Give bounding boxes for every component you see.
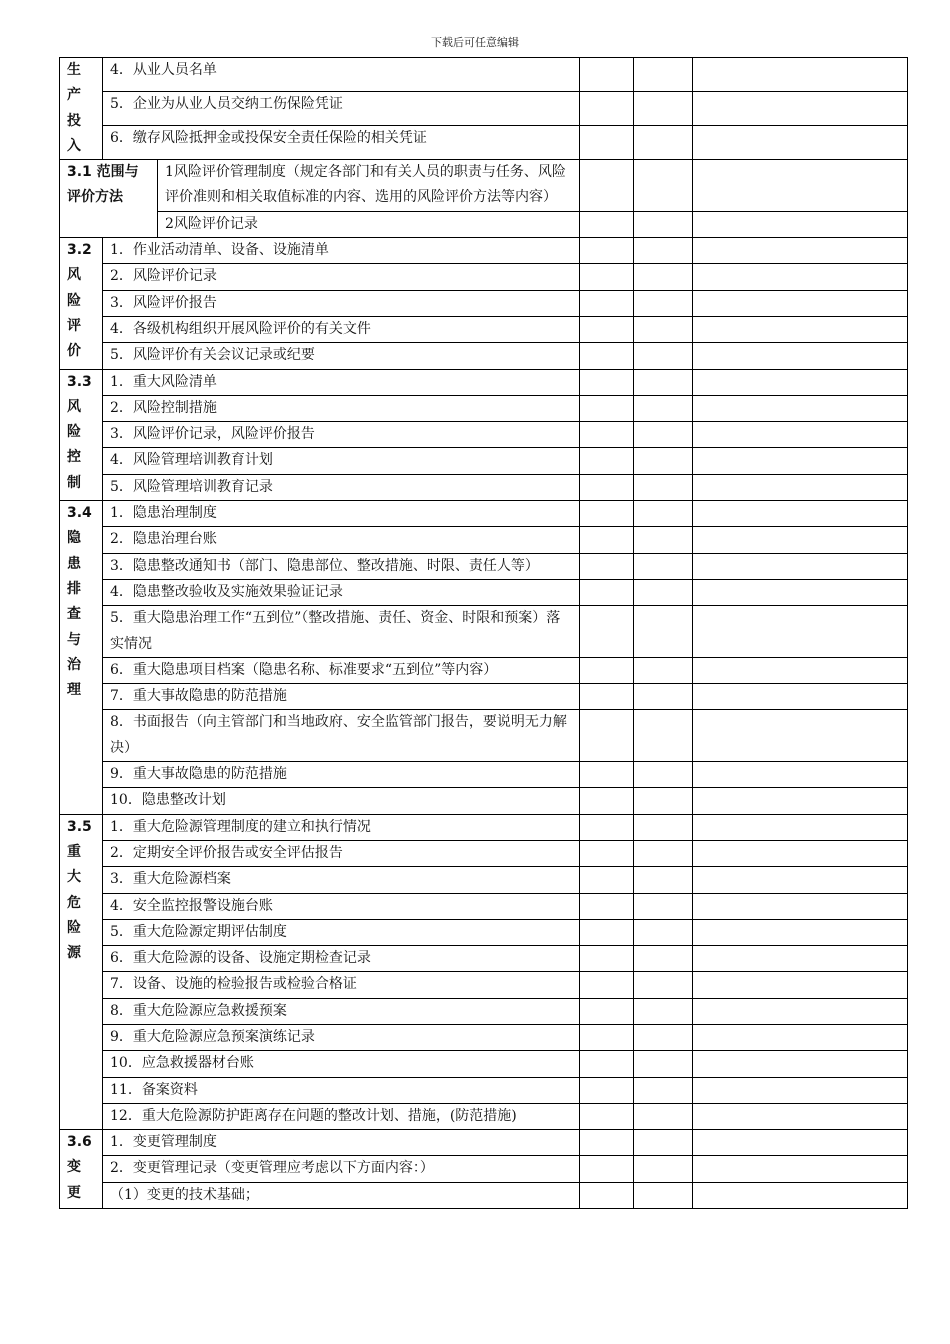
blank-cell[interactable]: [693, 1182, 908, 1208]
section-title-char: 重: [67, 843, 81, 860]
blank-cell[interactable]: [580, 290, 634, 316]
blank-cell[interactable]: [693, 211, 908, 237]
item-text: 1．重大危险源管理制度的建立和执行情况: [103, 814, 580, 840]
table-row: [60, 527, 908, 553]
item-text: 4．风险管理培训教育计划: [103, 448, 580, 474]
blank-cell[interactable]: [580, 840, 634, 866]
document-table: [59, 57, 908, 1209]
blank-cell[interactable]: [634, 422, 693, 448]
blank-cell[interactable]: [634, 238, 693, 264]
section-title-char: 理: [67, 682, 81, 699]
blank-cell[interactable]: [580, 1077, 634, 1103]
section-number: 3.5: [67, 818, 92, 835]
blank-cell[interactable]: [634, 893, 693, 919]
table-row: [60, 946, 908, 972]
section-title-char: 患: [67, 555, 81, 572]
blank-cell[interactable]: [634, 972, 693, 998]
section-label: [60, 501, 103, 815]
item-text: 2．风险控制措施: [103, 395, 580, 421]
blank-cell[interactable]: [634, 160, 693, 212]
table-row: [60, 264, 908, 290]
blank-cell[interactable]: [580, 422, 634, 448]
blank-cell[interactable]: [693, 316, 908, 342]
blank-cell[interactable]: [580, 238, 634, 264]
table-row: [60, 684, 908, 710]
section-title-line: 3.1 范围与: [67, 164, 139, 181]
blank-cell[interactable]: [580, 1182, 634, 1208]
blank-cell[interactable]: [634, 1156, 693, 1182]
section-title-char: 险: [67, 292, 81, 309]
blank-cell[interactable]: [580, 501, 634, 527]
blank-cell[interactable]: [634, 92, 693, 126]
blank-cell[interactable]: [580, 972, 634, 998]
page-header: 下载后可任意编辑: [431, 36, 519, 49]
item-text: 4．安全监控报警设施台账: [103, 893, 580, 919]
item-text: 5．风险管理培训教育记录: [103, 474, 580, 500]
blank-cell[interactable]: [693, 1051, 908, 1077]
table-row: [60, 160, 908, 212]
blank-cell[interactable]: [580, 553, 634, 579]
item-text: 9．重大危险源应急预案演练记录: [103, 1024, 580, 1050]
table-row: [60, 1077, 908, 1103]
blank-cell[interactable]: [693, 972, 908, 998]
blank-cell[interactable]: [634, 290, 693, 316]
blank-cell[interactable]: [580, 264, 634, 290]
item-text: 12．重大危险源防护距离存在问题的整改计划、措施，(防范措施): [103, 1103, 580, 1129]
blank-cell[interactable]: [634, 998, 693, 1024]
item-text: 1．变更管理制度: [103, 1130, 580, 1156]
item-text: 11．备案资料: [103, 1077, 580, 1103]
blank-cell[interactable]: [580, 606, 634, 658]
blank-cell[interactable]: [580, 893, 634, 919]
item-text: 2风险评价记录: [158, 211, 580, 237]
section-title-char: 更: [67, 1184, 81, 1201]
section-label: [60, 160, 158, 238]
blank-cell[interactable]: [634, 946, 693, 972]
blank-cell[interactable]: [634, 919, 693, 945]
blank-cell[interactable]: [693, 395, 908, 421]
blank-cell[interactable]: [693, 762, 908, 788]
blank-cell[interactable]: [693, 1024, 908, 1050]
section-label: [60, 238, 103, 369]
section-title-char: 治: [67, 656, 81, 673]
section-number: 3.4: [67, 505, 92, 522]
blank-cell[interactable]: [634, 474, 693, 500]
blank-cell[interactable]: [634, 501, 693, 527]
blank-cell[interactable]: [580, 126, 634, 160]
table-row: [60, 422, 908, 448]
table-row: [60, 814, 908, 840]
item-text: 9．重大事故隐患的防范措施: [103, 762, 580, 788]
table-row: [60, 343, 908, 369]
table-row: [60, 1156, 908, 1182]
table-body: [60, 58, 908, 1209]
table-row: [60, 448, 908, 474]
section-title-char: 产: [67, 87, 81, 104]
table-row: [60, 316, 908, 342]
blank-cell[interactable]: [634, 211, 693, 237]
blank-cell[interactable]: [634, 840, 693, 866]
section-title-char: 入: [67, 137, 81, 154]
blank-cell[interactable]: [634, 606, 693, 658]
item-text: 5．企业为从业人员交纳工伤保险凭证: [103, 92, 580, 126]
blank-cell[interactable]: [580, 946, 634, 972]
blank-cell[interactable]: [693, 126, 908, 160]
blank-cell[interactable]: [634, 395, 693, 421]
table-row: [60, 1051, 908, 1077]
section-title-char: 查: [67, 606, 81, 623]
blank-cell[interactable]: [580, 395, 634, 421]
blank-cell[interactable]: [693, 369, 908, 395]
section-title-char: 险: [67, 424, 81, 441]
blank-cell[interactable]: [693, 1130, 908, 1156]
blank-cell[interactable]: [634, 814, 693, 840]
blank-cell[interactable]: [634, 1182, 693, 1208]
item-text: 2．定期安全评价报告或安全评估报告: [103, 840, 580, 866]
blank-cell[interactable]: [634, 867, 693, 893]
item-text: 7．重大事故隐患的防范措施: [103, 684, 580, 710]
section-title-char: 与: [67, 631, 81, 648]
blank-cell[interactable]: [693, 160, 908, 212]
blank-cell[interactable]: [634, 553, 693, 579]
blank-cell[interactable]: [634, 1130, 693, 1156]
blank-cell[interactable]: [693, 58, 908, 92]
item-text: 2．风险评价记录: [103, 264, 580, 290]
blank-cell[interactable]: [693, 606, 908, 658]
blank-cell[interactable]: [693, 788, 908, 814]
table-row: [60, 474, 908, 500]
table-row: [60, 919, 908, 945]
item-text: 3．风险评价记录，风险评价报告: [103, 422, 580, 448]
section-number: 3.6: [67, 1134, 92, 1151]
blank-cell[interactable]: [634, 1077, 693, 1103]
table-row: [60, 579, 908, 605]
blank-cell[interactable]: [580, 710, 634, 762]
table-row: [60, 58, 908, 92]
blank-cell[interactable]: [580, 1024, 634, 1050]
item-text: 8．重大危险源应急救援预案: [103, 998, 580, 1024]
blank-cell[interactable]: [580, 1130, 634, 1156]
table-row: [60, 553, 908, 579]
item-text: 1．隐患治理制度: [103, 501, 580, 527]
blank-cell[interactable]: [580, 998, 634, 1024]
item-text: 5．重大隐患治理工作“五到位”（整改措施、责任、资金、时限和预案）落实情况: [103, 606, 580, 658]
section-title-char: 排: [67, 580, 81, 597]
blank-cell[interactable]: [580, 684, 634, 710]
table-row: [60, 1024, 908, 1050]
blank-cell[interactable]: [693, 657, 908, 683]
table-row: [60, 972, 908, 998]
blank-cell[interactable]: [580, 474, 634, 500]
blank-cell[interactable]: [634, 369, 693, 395]
section-title-char: 评: [67, 317, 81, 334]
blank-cell[interactable]: [580, 316, 634, 342]
blank-cell[interactable]: [693, 1156, 908, 1182]
item-text: 4．从业人员名单: [103, 58, 580, 92]
table-row: [60, 893, 908, 919]
blank-cell[interactable]: [693, 919, 908, 945]
blank-cell[interactable]: [580, 788, 634, 814]
blank-cell[interactable]: [634, 1051, 693, 1077]
section-title-char: 变: [67, 1159, 81, 1176]
blank-cell[interactable]: [580, 919, 634, 945]
blank-cell[interactable]: [634, 1103, 693, 1129]
blank-cell[interactable]: [693, 238, 908, 264]
table-row: [60, 369, 908, 395]
blank-cell[interactable]: [693, 92, 908, 126]
table-row: [60, 126, 908, 160]
blank-cell[interactable]: [580, 211, 634, 237]
section-number: 3.2: [67, 242, 92, 259]
table-row: [60, 501, 908, 527]
blank-cell[interactable]: [693, 527, 908, 553]
blank-cell[interactable]: [580, 448, 634, 474]
blank-cell[interactable]: [693, 422, 908, 448]
blank-cell[interactable]: [580, 58, 634, 92]
table-row: [60, 606, 908, 658]
section-label: [60, 814, 103, 1130]
section-title-char: 价: [67, 343, 81, 360]
table-row: [60, 657, 908, 683]
item-text: 3．风险评价报告: [103, 290, 580, 316]
blank-cell[interactable]: [634, 126, 693, 160]
blank-cell[interactable]: [580, 814, 634, 840]
table-row: [60, 1130, 908, 1156]
blank-cell[interactable]: [634, 762, 693, 788]
item-text: 3．重大危险源档案: [103, 867, 580, 893]
item-text: 7．设备、设施的检验报告或检验合格证: [103, 972, 580, 998]
section-title-line: 评价方法: [67, 189, 123, 206]
item-text: 8．书面报告（向主管部门和当地政府、安全监管部门报告，要说明无力解决）: [103, 710, 580, 762]
table-row: [60, 211, 908, 237]
table-row: [60, 1182, 908, 1208]
table-row: [60, 238, 908, 264]
blank-cell[interactable]: [580, 160, 634, 212]
section-number: 3.3: [67, 373, 92, 390]
table-row: [60, 92, 908, 126]
item-text: 5．风险评价有关会议记录或纪要: [103, 343, 580, 369]
blank-cell[interactable]: [580, 1103, 634, 1129]
item-text: 3．隐患整改通知书（部门、隐患部位、整改措施、时限、责任人等）: [103, 553, 580, 579]
blank-cell[interactable]: [693, 840, 908, 866]
section-title-char: 生: [67, 62, 81, 78]
blank-cell[interactable]: [634, 527, 693, 553]
blank-cell[interactable]: [634, 579, 693, 605]
blank-cell[interactable]: [693, 893, 908, 919]
table-row: [60, 710, 908, 762]
table-row: [60, 290, 908, 316]
blank-cell[interactable]: [580, 762, 634, 788]
blank-cell[interactable]: [693, 448, 908, 474]
blank-cell[interactable]: [693, 579, 908, 605]
item-text: 1．重大风险清单: [103, 369, 580, 395]
blank-cell[interactable]: [693, 343, 908, 369]
blank-cell[interactable]: [634, 58, 693, 92]
blank-cell[interactable]: [580, 369, 634, 395]
blank-cell[interactable]: [693, 501, 908, 527]
blank-cell[interactable]: [634, 316, 693, 342]
table-row: [60, 840, 908, 866]
blank-cell[interactable]: [693, 290, 908, 316]
section-title-char: 险: [67, 919, 81, 936]
item-text: 1风险评价管理制度（规定各部门和有关人员的职责与任务、风险评价准则和相关取值标准的内容、选用的风险评价方法等内容）: [158, 160, 580, 212]
item-text: 2．变更管理记录（变更管理应考虑以下方面内容：）: [103, 1156, 580, 1182]
blank-cell[interactable]: [693, 998, 908, 1024]
blank-cell[interactable]: [580, 343, 634, 369]
blank-cell[interactable]: [580, 1156, 634, 1182]
blank-cell[interactable]: [693, 710, 908, 762]
blank-cell[interactable]: [693, 474, 908, 500]
item-text: 6．重大危险源的设备、设施定期检查记录: [103, 946, 580, 972]
section-title-char: 隐: [67, 530, 81, 547]
blank-cell[interactable]: [580, 1051, 634, 1077]
blank-cell[interactable]: [634, 788, 693, 814]
item-text: 10．应急救援器材台账: [103, 1051, 580, 1077]
blank-cell[interactable]: [693, 1077, 908, 1103]
blank-cell[interactable]: [634, 1024, 693, 1050]
section-label: [60, 58, 103, 160]
item-text: 6．缴存风险抵押金或投保安全责任保险的相关凭证: [103, 126, 580, 160]
section-title-char: 风: [67, 398, 81, 415]
blank-cell[interactable]: [693, 1103, 908, 1129]
section-title-char: 危: [67, 894, 81, 911]
section-title-char: 风: [67, 267, 81, 284]
table-row: [60, 395, 908, 421]
item-text: 10．隐患整改计划: [103, 788, 580, 814]
blank-cell[interactable]: [580, 527, 634, 553]
section-label: [60, 369, 103, 500]
blank-cell[interactable]: [693, 814, 908, 840]
blank-cell[interactable]: [693, 264, 908, 290]
blank-cell[interactable]: [634, 448, 693, 474]
table-row: [60, 1103, 908, 1129]
blank-cell[interactable]: [634, 343, 693, 369]
section-title-char: 控: [67, 449, 81, 466]
table-row: [60, 867, 908, 893]
section-title-char: 投: [67, 112, 81, 129]
section-title-char: 制: [67, 474, 81, 491]
blank-cell[interactable]: [693, 867, 908, 893]
section-title-char: 大: [67, 869, 81, 886]
table-row: [60, 998, 908, 1024]
section-label: [60, 1130, 103, 1209]
section-title-char: 源: [67, 945, 81, 962]
blank-cell[interactable]: [693, 946, 908, 972]
item-text: 4．隐患整改验收及实施效果验证记录: [103, 579, 580, 605]
item-text: 6．重大隐患项目档案（隐患名称、标准要求“五到位”等内容）: [103, 657, 580, 683]
blank-cell[interactable]: [693, 553, 908, 579]
table-row: [60, 762, 908, 788]
blank-cell[interactable]: [580, 657, 634, 683]
blank-cell[interactable]: [580, 867, 634, 893]
item-text: （1）变更的技术基础；: [103, 1182, 580, 1208]
blank-cell[interactable]: [634, 657, 693, 683]
item-text: 2．隐患治理台账: [103, 527, 580, 553]
item-text: 1．作业活动清单、设备、设施清单: [103, 238, 580, 264]
blank-cell[interactable]: [634, 264, 693, 290]
blank-cell[interactable]: [634, 684, 693, 710]
blank-cell[interactable]: [693, 684, 908, 710]
table-row: [60, 788, 908, 814]
blank-cell[interactable]: [580, 92, 634, 126]
item-text: 5．重大危险源定期评估制度: [103, 919, 580, 945]
item-text: 4．各级机构组织开展风险评价的有关文件: [103, 316, 580, 342]
blank-cell[interactable]: [580, 579, 634, 605]
blank-cell[interactable]: [634, 710, 693, 762]
